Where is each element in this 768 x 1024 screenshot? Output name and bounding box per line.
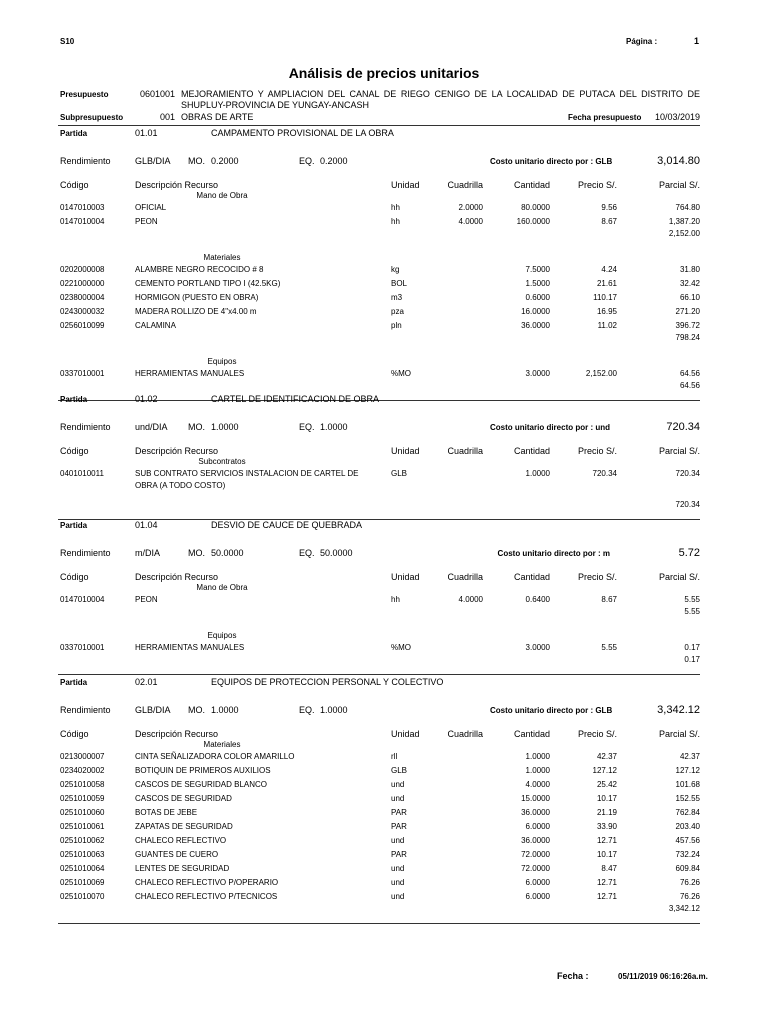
partida-label: Partida — [60, 395, 88, 404]
row-unidad: und — [391, 794, 405, 803]
partida-divider — [58, 674, 700, 675]
row-descripcion: CASCOS DE SEGURIDAD BLANCO — [135, 780, 268, 789]
row-descripcion: PEON — [135, 595, 158, 604]
subpresupuesto-label: Subpresupuesto — [60, 113, 124, 122]
eq-value: 0.2000 — [320, 156, 348, 166]
col-header-codigo: Código — [60, 729, 89, 739]
eq-value: 50.0000 — [320, 548, 353, 558]
col-header-descripcion: Descripción Recurso — [135, 729, 219, 739]
col-header-descripcion: Descripción Recurso — [135, 446, 219, 456]
row-precio: 8.67 — [601, 595, 617, 604]
row-descripcion: CASCOS DE SEGURIDAD — [135, 794, 232, 803]
row-parcial: 720.34 — [675, 469, 700, 478]
partida-code: 01.01 — [135, 128, 158, 138]
row-codigo: 0256010099 — [60, 321, 105, 330]
row-precio: 4.24 — [601, 265, 617, 274]
col-header-codigo: Código — [60, 572, 89, 582]
row-cantidad: 6.0000 — [525, 892, 550, 901]
col-header-cuadrilla: Cuadrilla — [447, 572, 483, 582]
col-header-unidad: Unidad — [391, 180, 420, 190]
row-descripcion-cont: OBRA (A TODO COSTO) — [135, 481, 226, 490]
row-cantidad: 1.0000 — [525, 469, 550, 478]
row-unidad: hh — [391, 595, 400, 604]
col-header-codigo: Código — [60, 446, 89, 456]
row-parcial: 1,387.20 — [668, 217, 700, 226]
row-codigo: 0251010058 — [60, 780, 105, 789]
group-subtotal: 0.17 — [684, 655, 700, 664]
row-parcial: 609.84 — [675, 864, 700, 873]
row-cantidad: 1.0000 — [525, 752, 550, 761]
row-descripcion: ALAMBRE NEGRO RECOCIDO # 8 — [135, 265, 264, 274]
group-subtotal: 64.56 — [679, 381, 700, 390]
page-number: 1 — [694, 36, 700, 46]
footer-fecha-label: Fecha : — [557, 971, 589, 981]
rendimiento-label: Rendimiento — [60, 422, 111, 432]
row-descripcion: HERRAMIENTAS MANUALES — [135, 643, 245, 652]
rendimiento-unit: GLB/DIA — [135, 705, 171, 715]
col-header-precio: Precio S/. — [577, 729, 617, 739]
row-unidad: GLB — [391, 469, 408, 478]
row-descripcion: SUB CONTRATO SERVICIOS INSTALACION DE CARTEL DE — [135, 469, 359, 478]
row-codigo: 0147010003 — [60, 203, 105, 212]
col-header-unidad: Unidad — [391, 572, 420, 582]
row-descripcion: CINTA SEÑALIZADORA COLOR AMARILLO — [135, 752, 295, 761]
row-codigo: 0213000007 — [60, 752, 105, 761]
subpresupuesto-code: 001 — [160, 112, 176, 122]
row-precio: 12.71 — [596, 836, 617, 845]
eq-label: EQ. — [299, 548, 315, 558]
group-name: Materiales — [203, 740, 241, 749]
presupuesto-code: 0601001 — [140, 89, 176, 99]
row-unidad: kg — [391, 265, 400, 274]
row-parcial: 5.55 — [684, 595, 700, 604]
presupuesto-desc-line1: MEJORAMIENTO Y AMPLIACION DEL CANAL DE RIEGO CENIGO DE LA LOCALIDAD DE PUTACA DEL DISTRITO DE — [181, 89, 700, 99]
row-descripcion: CEMENTO PORTLAND TIPO I (42.5KG) — [135, 279, 281, 288]
row-unidad: %MO — [391, 369, 411, 378]
eq-value: 1.0000 — [320, 422, 348, 432]
eq-label: EQ. — [299, 422, 315, 432]
col-header-codigo: Código — [60, 180, 89, 190]
row-cantidad: 72.0000 — [521, 850, 550, 859]
costo-value: 3,014.80 — [657, 155, 700, 167]
group-name: Mano de Obra — [196, 191, 248, 200]
row-cantidad: 36.0000 — [521, 808, 550, 817]
row-precio: 12.71 — [596, 892, 617, 901]
row-unidad: GLB — [391, 766, 408, 775]
row-unidad: %MO — [391, 643, 411, 652]
row-cantidad: 36.0000 — [521, 836, 550, 845]
eq-label: EQ. — [299, 705, 315, 715]
row-cantidad: 0.6000 — [525, 293, 550, 302]
row-descripcion: CHALECO REFLECTIVO — [135, 836, 227, 845]
row-precio: 10.17 — [596, 850, 617, 859]
partida-name: EQUIPOS DE PROTECCION PERSONAL Y COLECTIVO — [211, 677, 444, 687]
row-codigo: 0251010062 — [60, 836, 105, 845]
partida-name: CAMPAMENTO PROVISIONAL DE LA OBRA — [211, 128, 394, 138]
row-codigo: 0238000004 — [60, 293, 105, 302]
costo-label: Costo unitario directo por : m — [497, 549, 610, 558]
col-header-parcial: Parcial S/. — [658, 180, 700, 190]
fecha-presupuesto-label: Fecha presupuesto — [568, 113, 642, 122]
row-precio: 8.67 — [601, 217, 617, 226]
partida-code: 01.04 — [135, 520, 158, 530]
row-unidad: PAR — [391, 850, 407, 859]
row-precio: 8.47 — [601, 864, 617, 873]
row-cantidad: 160.0000 — [516, 217, 550, 226]
row-precio: 21.61 — [596, 279, 617, 288]
partida-code: 02.01 — [135, 677, 158, 687]
group-subtotal: 720.34 — [675, 500, 700, 509]
row-unidad: hh — [391, 203, 400, 212]
row-cantidad: 80.0000 — [521, 203, 550, 212]
group-subtotal: 5.55 — [684, 607, 700, 616]
row-descripcion: ZAPATAS DE SEGURIDAD — [135, 822, 233, 831]
row-precio: 16.95 — [596, 307, 617, 316]
col-header-cuadrilla: Cuadrilla — [447, 446, 483, 456]
rendimiento-unit: und/DIA — [135, 422, 168, 432]
rendimiento-label: Rendimiento — [60, 156, 111, 166]
row-codigo: 0251010063 — [60, 850, 105, 859]
row-codigo: 0147010004 — [60, 217, 105, 226]
row-cantidad: 1.0000 — [525, 766, 550, 775]
costo-label: Costo unitario directo por : GLB — [490, 706, 613, 715]
row-descripcion: CHALECO REFLECTIVO P/TECNICOS — [135, 892, 278, 901]
eq-label: EQ. — [299, 156, 315, 166]
row-descripcion: CALAMINA — [135, 321, 176, 330]
row-parcial: 203.40 — [675, 822, 700, 831]
row-codigo: 0401010011 — [60, 469, 104, 478]
row-descripcion: MADERA ROLLIZO DE 4"x4.00 m — [135, 307, 257, 316]
row-codigo: 0251010070 — [60, 892, 105, 901]
group-name: Equipos — [207, 357, 237, 366]
col-header-precio: Precio S/. — [577, 180, 617, 190]
row-cantidad: 15.0000 — [521, 794, 550, 803]
col-header-descripcion: Descripción Recurso — [135, 572, 219, 582]
row-codigo: 0251010059 — [60, 794, 105, 803]
row-unidad: PAR — [391, 808, 407, 817]
partida-name: DESVIO DE CAUCE DE QUEBRADA — [211, 520, 363, 530]
costo-value: 720.34 — [666, 421, 700, 433]
row-cantidad: 6.0000 — [525, 878, 550, 887]
row-cuadrilla: 4.0000 — [458, 595, 483, 604]
row-parcial: 764.80 — [675, 203, 700, 212]
row-descripcion: HORMIGON (PUESTO EN OBRA) — [135, 293, 259, 302]
col-header-descripcion: Descripción Recurso — [135, 180, 219, 190]
row-unidad: rll — [391, 752, 398, 761]
rendimiento-label: Rendimiento — [60, 548, 111, 558]
row-cantidad: 3.0000 — [525, 369, 550, 378]
costo-value: 3,342.12 — [657, 704, 700, 716]
row-precio: 127.12 — [592, 766, 617, 775]
mo-value: 50.0000 — [211, 548, 244, 558]
row-codigo: 0251010060 — [60, 808, 105, 817]
row-unidad: und — [391, 878, 405, 887]
row-cantidad: 0.6400 — [525, 595, 550, 604]
row-codigo: 0251010064 — [60, 864, 105, 873]
row-unidad: pln — [391, 321, 402, 330]
col-header-cuadrilla: Cuadrilla — [447, 180, 483, 190]
row-unidad: BOL — [391, 279, 408, 288]
row-unidad: pza — [391, 307, 404, 316]
row-parcial: 32.42 — [679, 279, 700, 288]
row-precio: 21.19 — [596, 808, 617, 817]
costo-value: 5.72 — [678, 547, 700, 559]
presupuesto-label: Presupuesto — [60, 90, 109, 99]
row-parcial: 732.24 — [675, 850, 700, 859]
mo-label: MO. — [188, 422, 205, 432]
eq-value: 1.0000 — [320, 705, 348, 715]
row-parcial: 76.26 — [679, 892, 700, 901]
partida-label: Partida — [60, 129, 88, 138]
row-precio: 110.17 — [593, 293, 617, 302]
col-header-cantidad: Cantidad — [513, 729, 550, 739]
fecha-presupuesto: 10/03/2019 — [654, 112, 700, 122]
row-descripcion: HERRAMIENTAS MANUALES — [135, 369, 245, 378]
col-header-cantidad: Cantidad — [513, 180, 550, 190]
group-name: Mano de Obra — [196, 583, 248, 592]
row-parcial: 42.37 — [679, 752, 700, 761]
row-codigo: 0337010001 — [60, 369, 105, 378]
group-name: Subcontratos — [198, 457, 246, 466]
costo-label: Costo unitario directo por : GLB — [490, 157, 613, 166]
col-header-parcial: Parcial S/. — [658, 572, 700, 582]
row-cantidad: 1.5000 — [525, 279, 550, 288]
mo-value: 1.0000 — [211, 705, 239, 715]
row-codigo: 0251010061 — [60, 822, 105, 831]
row-cantidad: 6.0000 — [525, 822, 550, 831]
row-precio: 11.02 — [597, 321, 617, 330]
row-parcial: 396.72 — [675, 321, 700, 330]
col-header-cantidad: Cantidad — [513, 446, 550, 456]
row-parcial: 457.56 — [675, 836, 700, 845]
row-parcial: 101.68 — [675, 780, 700, 789]
mo-value: 1.0000 — [211, 422, 239, 432]
row-codigo: 0147010004 — [60, 595, 105, 604]
row-codigo: 0243000032 — [60, 307, 105, 316]
row-descripcion: PEON — [135, 217, 158, 226]
row-descripcion: GUANTES DE CUERO — [135, 850, 219, 859]
row-unidad: und — [391, 836, 405, 845]
row-parcial: 31.80 — [679, 265, 700, 274]
group-name: Materiales — [203, 253, 241, 262]
row-descripcion: BOTAS DE JEBE — [135, 808, 198, 817]
col-header-precio: Precio S/. — [577, 572, 617, 582]
row-parcial: 271.20 — [675, 307, 700, 316]
row-unidad: und — [391, 892, 405, 901]
rendimiento-unit: m/DIA — [135, 548, 161, 558]
row-parcial: 127.12 — [675, 766, 700, 775]
row-precio: 33.90 — [596, 822, 617, 831]
partida-label: Partida — [60, 521, 88, 530]
row-unidad: und — [391, 780, 405, 789]
header-divider — [58, 125, 700, 126]
row-unidad: hh — [391, 217, 400, 226]
partida-label: Partida — [60, 678, 88, 687]
row-descripcion: OFICIAL — [135, 203, 167, 212]
row-codigo: 0234020002 — [60, 766, 105, 775]
row-cantidad: 4.0000 — [525, 780, 550, 789]
row-codigo: 0221000000 — [60, 279, 105, 288]
col-header-unidad: Unidad — [391, 729, 420, 739]
mo-value: 0.2000 — [211, 156, 239, 166]
row-precio: 42.37 — [596, 752, 617, 761]
partida-code: 01.02 — [135, 394, 158, 404]
row-cantidad: 16.0000 — [521, 307, 550, 316]
row-cantidad: 36.0000 — [521, 321, 550, 330]
report-code: S10 — [60, 37, 75, 46]
group-subtotal: 3,342.12 — [668, 904, 700, 913]
col-header-cuadrilla: Cuadrilla — [447, 729, 483, 739]
row-precio: 9.56 — [601, 203, 617, 212]
partida-divider — [58, 923, 700, 924]
row-precio: 2,152.00 — [585, 369, 617, 378]
col-header-unidad: Unidad — [391, 446, 420, 456]
row-precio: 720.34 — [592, 469, 617, 478]
group-subtotal: 798.24 — [675, 333, 700, 342]
rendimiento-unit: GLB/DIA — [135, 156, 171, 166]
col-header-parcial: Parcial S/. — [658, 446, 700, 456]
row-parcial: 64.56 — [679, 369, 700, 378]
row-parcial: 762.84 — [675, 808, 700, 817]
col-header-parcial: Parcial S/. — [658, 729, 700, 739]
row-parcial: 66.10 — [679, 293, 700, 302]
row-descripcion: CHALECO REFLECTIVO P/OPERARIO — [135, 878, 279, 887]
row-unidad: PAR — [391, 822, 407, 831]
row-descripcion: LENTES DE SEGURIDAD — [135, 864, 230, 873]
row-codigo: 0251010069 — [60, 878, 105, 887]
row-codigo: 0202000008 — [60, 265, 105, 274]
row-descripcion: BOTIQUIN DE PRIMEROS AUXILIOS — [135, 766, 271, 775]
row-codigo: 0337010001 — [60, 643, 105, 652]
presupuesto-desc-line2: SHUPLUY-PROVINCIA DE YUNGAY-ANCASH — [181, 100, 370, 110]
col-header-cantidad: Cantidad — [513, 572, 550, 582]
row-parcial: 152.55 — [675, 794, 700, 803]
row-precio: 12.71 — [596, 878, 617, 887]
mo-label: MO. — [188, 705, 205, 715]
page-title: Análisis de precios unitarios — [288, 65, 480, 81]
row-precio: 10.17 — [596, 794, 617, 803]
subpresupuesto-desc: OBRAS DE ARTE — [181, 112, 254, 122]
mo-label: MO. — [188, 156, 205, 166]
row-cuadrilla: 4.0000 — [458, 217, 483, 226]
row-unidad: m3 — [391, 293, 403, 302]
col-header-precio: Precio S/. — [577, 446, 617, 456]
row-precio: 25.42 — [596, 780, 617, 789]
row-cantidad: 3.0000 — [525, 643, 550, 652]
page-label: Página : — [626, 37, 658, 46]
row-parcial: 0.17 — [684, 643, 700, 652]
row-precio: 5.55 — [601, 643, 617, 652]
row-cantidad: 72.0000 — [521, 864, 550, 873]
group-subtotal: 2,152.00 — [668, 229, 700, 238]
rendimiento-label: Rendimiento — [60, 705, 111, 715]
footer-fecha-value: 05/11/2019 06:16:26a.m. — [618, 972, 708, 981]
row-cuadrilla: 2.0000 — [458, 203, 483, 212]
mo-label: MO. — [188, 548, 205, 558]
row-unidad: und — [391, 864, 405, 873]
row-cantidad: 7.5000 — [525, 265, 550, 274]
row-parcial: 76.26 — [679, 878, 700, 887]
partida-name: CARTEL DE IDENTIFICACION DE OBRA — [211, 394, 380, 404]
group-name: Equipos — [207, 631, 237, 640]
costo-label: Costo unitario directo por : und — [490, 423, 610, 432]
